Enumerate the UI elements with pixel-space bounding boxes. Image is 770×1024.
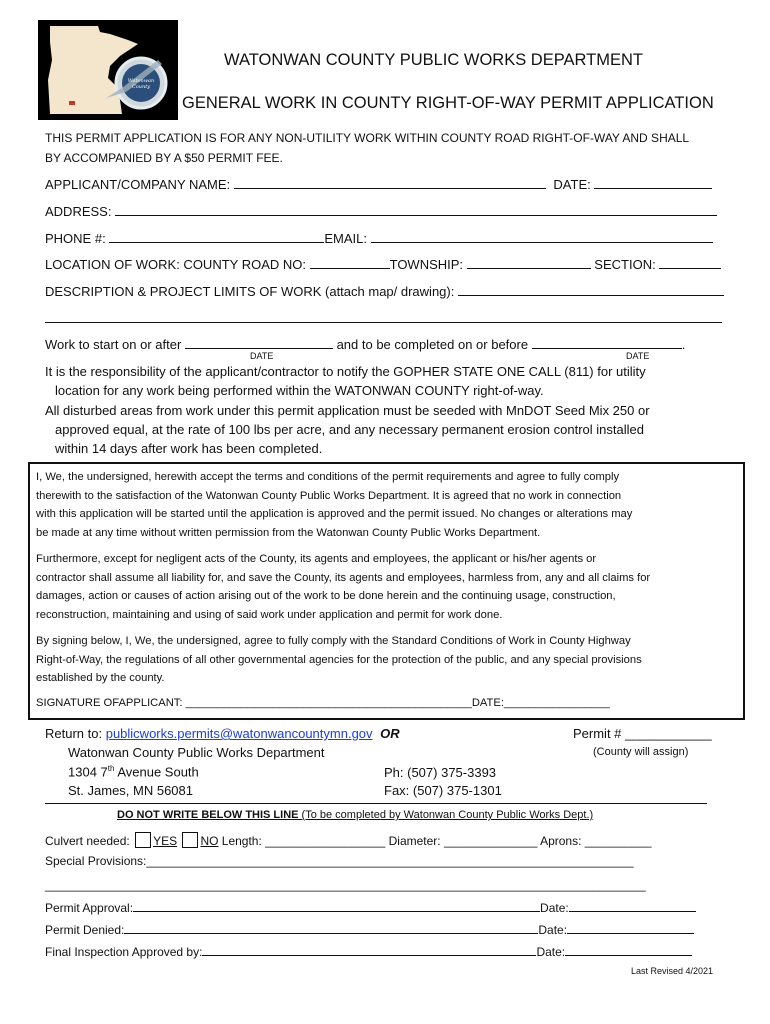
seed-note-2: approved equal, at the rate of 100 lbs per acre, and any necessary permanent erosion control installed <box>55 422 644 437</box>
agreement-text: therewith to the satisfaction of the Watonwan County Public Works Department. It is agreed that no work in connection <box>36 489 622 502</box>
office-banner <box>117 809 593 821</box>
township-field[interactable] <box>467 256 591 269</box>
complete-label: and to be completed on or before <box>336 337 529 352</box>
special-provisions-field[interactable]: Special Provisions:_________________________________________________________________________ <box>45 854 634 868</box>
final-inspection-row <box>45 943 692 959</box>
intro-line-2: BY ACCOMPANIED BY A $50 PERMIT FEE. <box>45 151 283 165</box>
agreement-text: contractor shall assume all liability for, and save the County, its agents and employees, harmless from, any and all claims for <box>36 571 651 584</box>
address-label: ADDRESS: <box>45 204 112 219</box>
agreement-paragraph-1 <box>36 468 632 542</box>
office-divider <box>45 803 707 804</box>
return-email-link[interactable]: publicworks.permits@watonwancountymn.gov <box>105 726 373 741</box>
agreement-paragraph-2 <box>36 550 650 624</box>
complete-date-caption: DATE <box>626 351 650 361</box>
address-field[interactable] <box>115 203 717 216</box>
start-date-field[interactable] <box>185 336 333 349</box>
signature-text: SIGNATURE OFAPPLICANT: ______________________________________________DATE:_________________ <box>36 697 610 709</box>
department-title: WATONWAN COUNTY PUBLIC WORKS DEPARTMENT <box>224 51 643 69</box>
street-number: 1304 7 <box>68 764 108 780</box>
seal-text: Watonwan County <box>127 78 155 90</box>
do-not-write-label: DO NOT WRITE BELOW THIS LINE <box>117 809 299 821</box>
applicant-label: APPLICANT/COMPANY NAME: <box>45 177 231 192</box>
start-label: Work to start on or after <box>45 337 182 352</box>
signature-line[interactable] <box>36 694 610 713</box>
date-field[interactable] <box>594 176 712 189</box>
agreement-text: I, We, the undersigned, herewith accept the terms and conditions of the permit requirements and agree to fully comply <box>36 471 620 483</box>
culvert-label: Culvert needed: <box>45 834 130 848</box>
or-label: OR <box>380 726 400 741</box>
street-name: Avenue South <box>114 764 199 780</box>
office-banner-note: (To be completed by Watonwan County Public Works Dept.) <box>298 809 594 821</box>
last-revised: Last Revised 4/2021 <box>631 966 714 976</box>
culvert-no-checkbox[interactable] <box>182 832 198 848</box>
applicant-row <box>45 176 712 192</box>
permit-number-note: (County will assign) <box>593 746 689 758</box>
return-label: Return to: <box>45 726 103 741</box>
approval-date-field[interactable] <box>569 899 696 912</box>
agreement-text: Right-of-Way, the regulations of all other governmental agencies for the protection of the public, and any special provisions <box>36 653 642 666</box>
description-field[interactable] <box>458 283 724 296</box>
address-row <box>45 203 717 219</box>
agreement-text: be made at any time without written permission from the Watonwan County Public Works Department. <box>36 526 541 539</box>
permit-number-field[interactable]: Permit # ____________ <box>573 726 712 741</box>
final-date-field[interactable] <box>565 943 692 956</box>
culvert-yes-label: YES <box>153 834 178 848</box>
phone-number: Ph: (507) 375-3393 <box>384 765 497 780</box>
permit-denied-field[interactable] <box>124 921 538 934</box>
return-row <box>45 726 400 741</box>
gopher-note-2: location for any work being performed within the WATONWAN COUNTY right-of-way. <box>55 383 544 398</box>
agreement-text: with this application will be started until the application is approved and the permit issued. No changes or alterations may <box>36 508 633 520</box>
permit-approval-field[interactable] <box>133 899 540 912</box>
approval-row <box>45 899 696 915</box>
culvert-dimensions-fields[interactable]: Length: __________________ Diameter: ______________ Aprons: __________ <box>221 834 652 848</box>
city-state-zip: St. James, MN 56081 <box>68 783 193 798</box>
department-address-name: Watonwan County Public Works Department <box>68 745 325 760</box>
agreement-text: established by the county. <box>36 672 165 684</box>
section-field[interactable] <box>659 256 721 269</box>
agreement-text: By signing below, I, We, the undersigned, agree to fully comply with the Standard Conditions of Work in County Highway <box>36 635 631 647</box>
agreement-paragraph-3 <box>36 632 642 688</box>
approval-date-label: Date: <box>540 901 569 915</box>
denied-date-label: Date: <box>538 923 568 937</box>
phone-field[interactable] <box>109 230 324 243</box>
township-label: TOWNSHIP: <box>389 257 464 272</box>
road-no-field[interactable] <box>310 256 390 269</box>
phone-row <box>45 230 713 246</box>
date-label: DATE: <box>553 177 591 192</box>
location-label: LOCATION OF WORK: COUNTY ROAD NO: <box>45 257 306 272</box>
description-row <box>45 283 724 299</box>
email-field[interactable] <box>371 230 713 243</box>
intro-line-1: THIS PERMIT APPLICATION IS FOR ANY NON-UTILITY WORK WITHIN COUNTY ROAD RIGHT-OF-WAY AND SHALL <box>45 131 690 145</box>
section-label: SECTION: <box>594 257 656 272</box>
denied-date-field[interactable] <box>567 921 694 934</box>
period: . <box>681 337 686 352</box>
email-label: EMAIL: <box>324 231 367 246</box>
agreement-box <box>28 462 745 720</box>
county-logo <box>38 20 178 120</box>
phone-label: PHONE #: <box>45 231 106 246</box>
applicant-field[interactable] <box>234 176 546 189</box>
final-inspection-label: Final Inspection Approved by: <box>45 945 203 959</box>
location-row <box>45 256 721 272</box>
permit-approval-label: Permit Approval: <box>45 901 134 915</box>
agreement-text: damages, action or causes of action arising out of the work to be done herein and the continuing usage, construction, <box>36 590 616 602</box>
description-field-line-2[interactable] <box>45 322 722 323</box>
description-label: DESCRIPTION & PROJECT LIMITS OF WORK (attach map/ drawing): <box>45 284 455 299</box>
culvert-row <box>45 832 652 848</box>
agreement-text: reconstruction, maintaining and using of said work under application and permit for work done. <box>36 608 503 621</box>
seed-note-1: All disturbed areas from work under this permit application must be seeded with MnDOT Seed Mix 250 or <box>45 403 650 418</box>
street-address <box>68 764 199 779</box>
form-title: GENERAL WORK IN COUNTY RIGHT-OF-WAY PERMIT APPLICATION <box>182 94 714 112</box>
start-date-caption: DATE <box>250 351 274 361</box>
schedule-row <box>45 336 685 352</box>
seed-note-3: within 14 days after work has been completed. <box>55 441 323 456</box>
denied-row <box>45 921 694 937</box>
culvert-yes-checkbox[interactable] <box>135 832 151 848</box>
street-suffix: th <box>107 764 115 773</box>
minnesota-map-icon <box>38 20 178 120</box>
culvert-no-label: NO <box>200 834 219 848</box>
fax-number: Fax: (507) 375-1301 <box>384 783 502 798</box>
complete-date-field[interactable] <box>532 336 682 349</box>
special-provisions-continued[interactable]: __________________________________________________________________________________________ <box>45 878 646 892</box>
final-inspection-field[interactable] <box>202 943 536 956</box>
final-date-label: Date: <box>536 945 566 959</box>
permit-denied-label: Permit Denied: <box>45 923 125 937</box>
agreement-text: Furthermore, except for negligent acts of the County, its agents and employees, the applicant or his/her agents or <box>36 553 597 565</box>
gopher-note-1: It is the responsibility of the applicant/contractor to notify the GOPHER STATE ONE CALL (811) for utility <box>45 364 646 379</box>
